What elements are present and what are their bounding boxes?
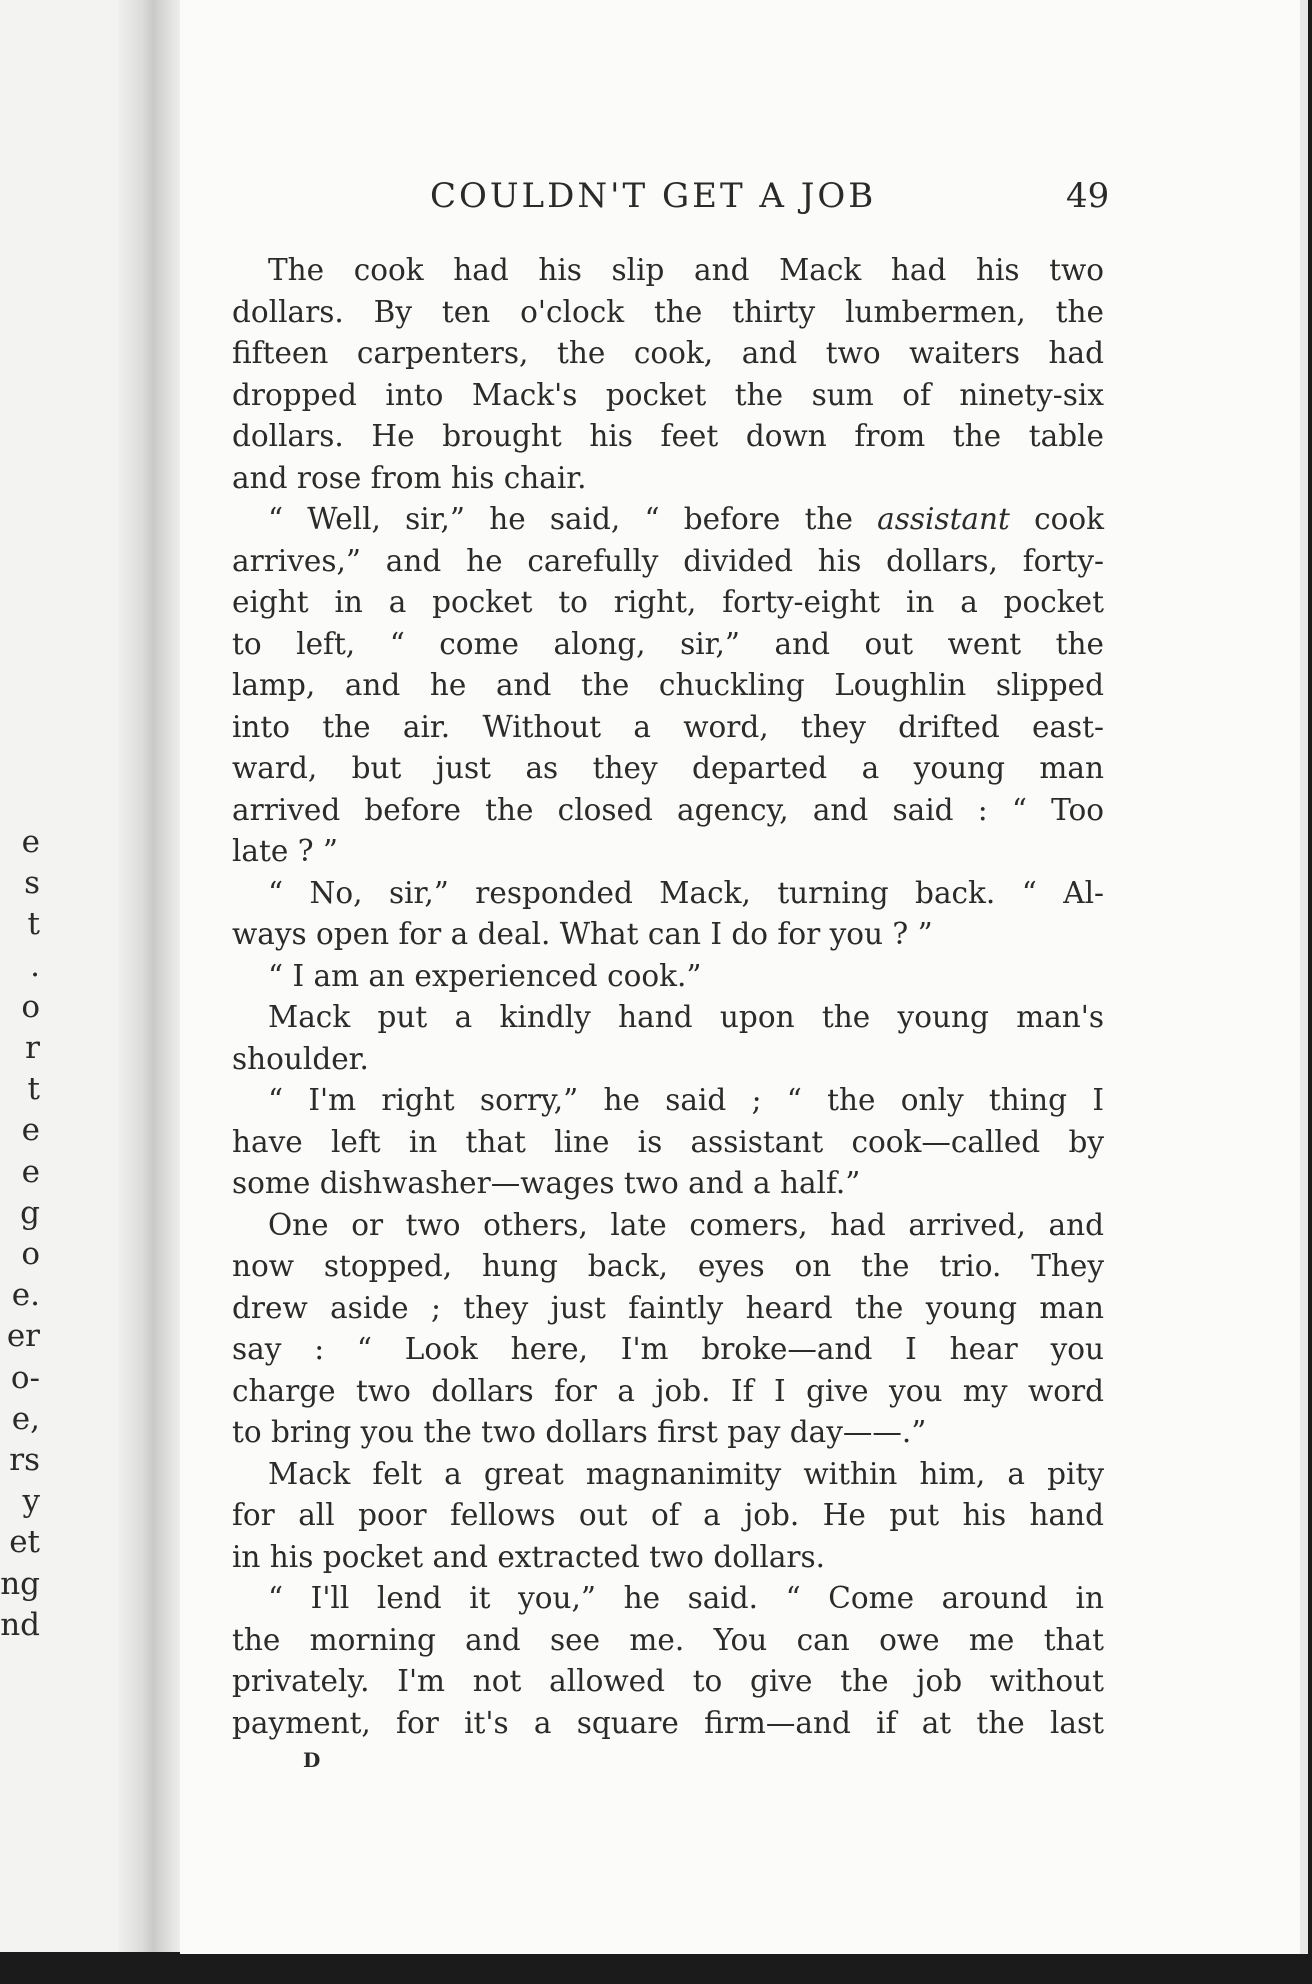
text-line: payment, for it's a square firm—and if at the last (232, 1705, 1104, 1740)
left-page-fragment: nd (0, 1606, 40, 1643)
text-line: “ No, sir,” responded Mack, turning back. “ Al- (268, 875, 1104, 910)
book-gutter (118, 0, 188, 1952)
text-line: to bring you the two dollars first pay day——.” (232, 1415, 927, 1449)
text-line: “ I'm right sorry,” he said ; “ the only thing I (268, 1083, 1104, 1117)
left-page-fragment: t (27, 906, 40, 943)
running-title: COULDN'T GET A JOB (430, 176, 877, 216)
italic-word: assistant (877, 502, 1010, 536)
page-number: 49 (1066, 176, 1110, 216)
text-line: now stopped, hung back, eyes on the trio. They (232, 1249, 1104, 1283)
text-line: have left in that line is assistant cook—called by (232, 1124, 1104, 1159)
left-page-fragment: er (6, 1318, 40, 1355)
text-line: lamp, and he and the chuckling Loughlin slipped (232, 668, 1104, 702)
text-line: into the air. Without a word, they drifted east- (232, 709, 1104, 744)
text-line: dropped into Mack's pocket the sum of ninety-six (232, 377, 1104, 412)
left-page-fragment: s (24, 865, 40, 902)
text-line: “ I am an experienced cook.” (268, 958, 702, 993)
text-line: Mack put a kindly hand upon the young man's (268, 1000, 1104, 1034)
scan-bottom-edge (0, 1954, 1312, 1984)
text-line: and rose from his chair. (232, 460, 587, 495)
left-page-fragment: ng (0, 1565, 40, 1602)
left-page-fragment: . (30, 947, 40, 984)
text-line: the morning and see me. You can owe me that (232, 1622, 1104, 1657)
left-page-fragment: y (22, 1483, 40, 1520)
text-line: The cook had his slip and Mack had his two (268, 253, 1104, 287)
text-line: charge two dollars for a job. If I give you my word (232, 1373, 1104, 1408)
left-page-fragment: e, (11, 1400, 40, 1437)
body-text (232, 250, 1104, 1744)
left-page-fragment: o- (10, 1359, 40, 1396)
text-line: arrives,” and he carefully divided his dollars, forty- (232, 543, 1104, 578)
text-line: to left, “ come along, sir,” and out went the (232, 626, 1104, 661)
left-page-fragment: et (9, 1524, 40, 1561)
left-page-fragment: rs (9, 1442, 40, 1478)
text-line-start: “ Well, sir,” he said, “ before the (268, 502, 853, 536)
text-line: fifteen carpenters, the cook, and two waiters had (232, 336, 1104, 370)
text-line: privately. I'm not allowed to give the job without (232, 1664, 1104, 1698)
text-line: Mack felt a great magnanimity within him, a pity (268, 1456, 1104, 1491)
text-line: dollars. He brought his feet down from the table (232, 419, 1104, 453)
text-line: ward, but just as they departed a young man (232, 751, 1104, 785)
left-page-fragment: o (21, 1236, 40, 1272)
left-page-fragment: e. (11, 1277, 40, 1314)
text-line: say : “ Look here, I'm broke—and I hear you (232, 1332, 1104, 1366)
text-line: some dishwasher—wages two and a half.” (232, 1166, 861, 1200)
text-line: for all poor fellows out of a job. He put his hand (232, 1498, 1104, 1532)
text-line: late ? ” (232, 834, 338, 868)
text-line: “ I'll lend it you,” he said. “ Come around in (268, 1581, 1104, 1615)
text-line: One or two others, late comers, had arrived, and (268, 1207, 1104, 1242)
left-page-fragment: g (20, 1194, 40, 1231)
left-page-fragment: t (27, 1071, 40, 1108)
signature-mark: D (303, 1748, 321, 1772)
text-line: in his pocket and extracted two dollars. (232, 1539, 826, 1574)
left-page-fragment: e (21, 824, 40, 860)
text-line: dollars. By ten o'clock the thirty lumbermen, the (232, 294, 1104, 329)
left-page-fragment: e (21, 1112, 40, 1149)
text-line: arrived before the closed agency, and said : “ Too (232, 792, 1104, 827)
left-page-fragment: o (21, 988, 40, 1025)
text-line: drew aside ; they just faintly heard the young man (232, 1290, 1104, 1325)
text-line: shoulder. (232, 1041, 369, 1076)
left-page-fragment: r (25, 1030, 40, 1066)
text-line: eight in a pocket to right, forty-eight in a pocket (232, 585, 1104, 619)
text-line: ways open for a deal. What can I do for you ? ” (232, 917, 933, 951)
text-line-with-italic (232, 499, 1104, 541)
text-line-end: cook (1009, 502, 1105, 536)
left-page-fragment: e (21, 1153, 40, 1190)
